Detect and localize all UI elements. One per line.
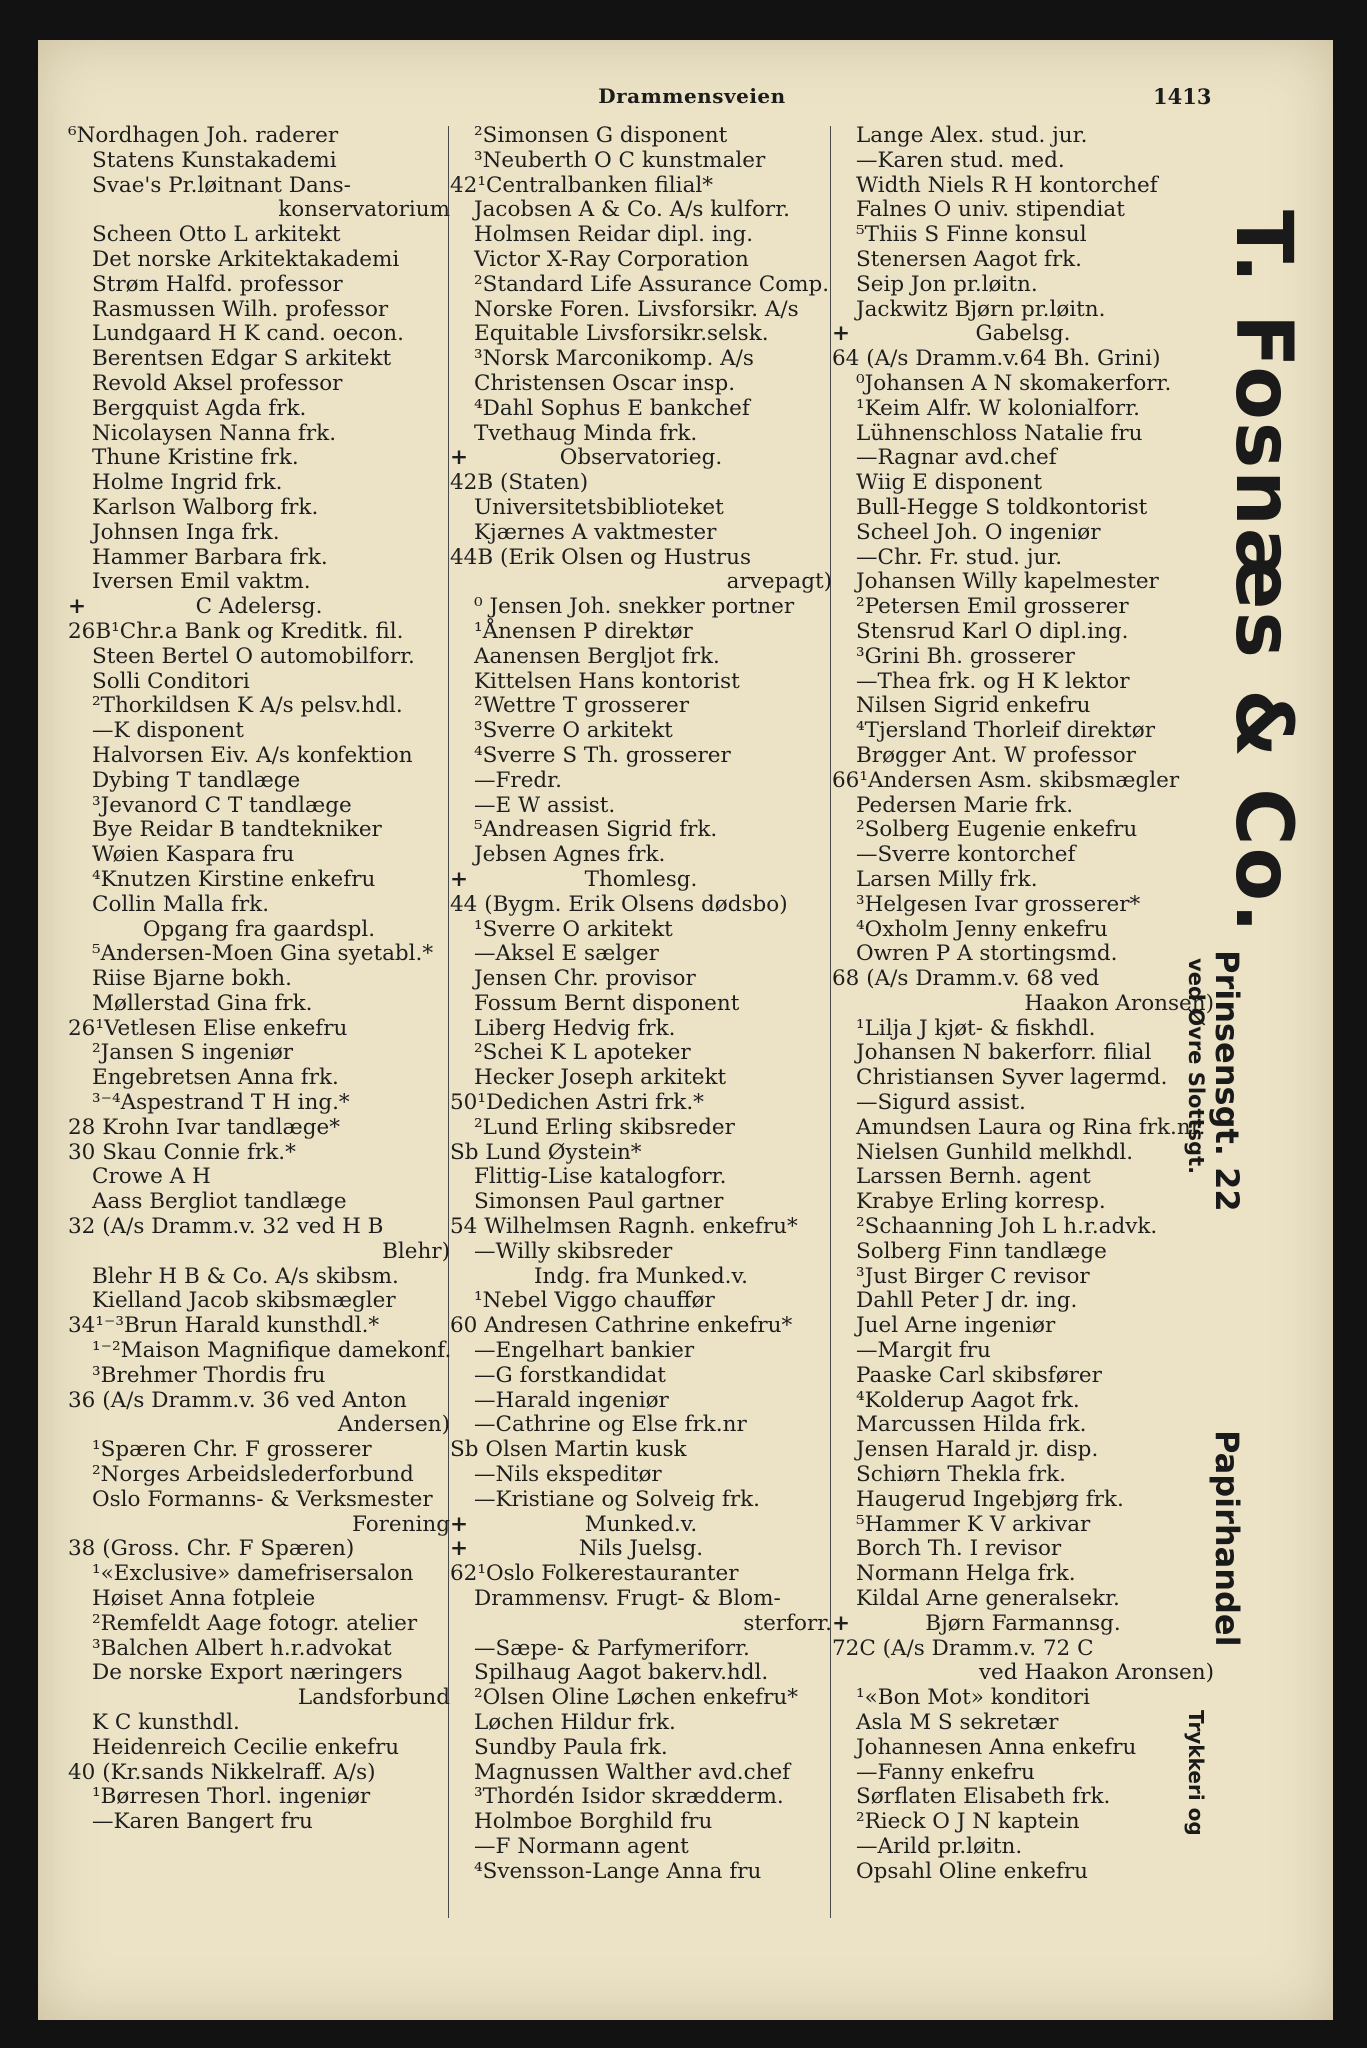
directory-entry: Holme Ingrid frk.	[92, 470, 283, 496]
cross-street-marker: +	[450, 445, 469, 471]
directory-entry: ²Solberg Eugenie enkefru	[856, 817, 1138, 843]
directory-entry: ²Jansen S ingeniør	[92, 1040, 294, 1066]
directory-entry: Wiig E disponent	[856, 470, 1043, 496]
directory-entry: ¹«Bon Mot» konditori	[856, 1685, 1090, 1711]
directory-entry: Juel Arne ingeniør	[856, 1313, 1056, 1339]
directory-entry: Svae's Pr.løitnant Dans-	[92, 172, 351, 198]
directory-entry: Amundsen Laura og Rina frk.nr.	[856, 1114, 1206, 1140]
cross-street-entry	[450, 868, 832, 893]
directory-entry: Jebsen Agnes frk.	[474, 842, 666, 868]
cross-street-entry	[832, 1612, 1214, 1637]
directory-entry: Stenersen Aagot frk.	[856, 246, 1083, 272]
directory-entry: Johansen N bakerforr. filial	[856, 1040, 1152, 1066]
directory-entry: ⁴Oxholm Jenny enkefru	[856, 916, 1108, 942]
directory-entry: —Karen Bangert fru	[92, 1809, 313, 1835]
directory-entry: Kildal Arne generalsekr.	[856, 1586, 1120, 1612]
cross-street-name: Munked.v.	[584, 1511, 698, 1537]
directory-entry: Fossum Bernt disponent	[474, 990, 740, 1016]
directory-entry: ³Sverre O arkitekt	[474, 718, 673, 744]
directory-entry: ved Haakon Aronsen)	[978, 1660, 1214, 1686]
cross-street-name: Observatorieg.	[559, 445, 723, 471]
directory-entry: 64 (A/s Dramm.v.64 Bh. Grini)	[832, 346, 1161, 372]
directory-entry: Jensen Harald jr. disp.	[856, 1437, 1099, 1463]
page-number: 1413	[1153, 84, 1212, 109]
directory-entry: —Sæpe- & Parfymeriforr.	[474, 1635, 750, 1661]
ad-business-detail	[1184, 1710, 1208, 1836]
cross-street-name: Gabelsg.	[975, 321, 1071, 347]
directory-entry: Indg. fra Munked.v.	[534, 1263, 748, 1289]
directory-entry: Sb Olsen Martin kusk	[450, 1437, 687, 1463]
directory-column-2	[450, 124, 832, 1924]
directory-entry: Dybing T tandlæge	[92, 767, 301, 793]
directory-entry: Kittelsen Hans kontorist	[474, 668, 740, 694]
ad-business-detail-1: Trykkeri og	[1184, 1710, 1208, 1836]
cross-street-entry	[832, 322, 1214, 347]
directory-entry: Johnsen Inga frk.	[92, 519, 280, 545]
directory-entry: —Engelhart bankier	[474, 1338, 695, 1364]
directory-entry: ³Brehmer Thordis fru	[92, 1362, 326, 1388]
directory-entry: Heidenreich Cecilie enkefru	[92, 1734, 400, 1760]
directory-entry: —Sigurd assist.	[856, 1090, 1026, 1116]
directory-entry: ⁵Andreasen Sigrid frk.	[474, 817, 718, 843]
directory-entry: ⁴Dahl Sophus E bankchef	[474, 395, 750, 421]
directory-entry: Holmboe Borghild fru	[474, 1809, 713, 1835]
directory-entry: Drammensv. Frugt- & Blom-	[474, 1586, 781, 1612]
ad-company-name: T. Fosnæs & Co.	[1218, 210, 1308, 935]
directory-entry: ²Petersen Emil grosserer	[856, 594, 1129, 620]
directory-entry: ³Jevanord C T tandlæge	[92, 792, 352, 818]
directory-entry: ²Simonsen G disponent	[474, 123, 728, 148]
directory-entry: De norske Export næringers	[92, 1660, 403, 1686]
directory-entry: ⁵Thiis S Finne konsul	[856, 222, 1087, 248]
directory-entry: 60 Andresen Cathrine enkefru*	[450, 1313, 793, 1339]
directory-entry: Larsen Milly frk.	[856, 866, 1038, 892]
directory-column-3	[832, 124, 1214, 1924]
directory-entry: ³Grini Bh. grosserer	[856, 643, 1075, 669]
directory-entry: —Aksel E sælger	[474, 941, 659, 967]
directory-entry: K C kunsthdl.	[92, 1710, 240, 1735]
directory-entry: Thune Kristine frk.	[92, 445, 299, 471]
directory-entry: —Thea frk. og H K lektor	[856, 668, 1130, 694]
cross-street-name: C Adelersg.	[195, 594, 323, 620]
directory-entry: ⁴Tjersland Thorleif direktør	[856, 718, 1156, 744]
directory-entry: Opsahl Oline enkefru	[856, 1858, 1088, 1884]
directory-entry: konservatorium	[278, 197, 450, 223]
directory-entry: —Arild pr.løitn.	[856, 1833, 1023, 1859]
ad-business: Papirhandel	[1208, 1430, 1246, 1647]
cross-street-marker: +	[450, 866, 469, 892]
directory-entry: 40 (Kr.sands Nikkelraff. A/s)	[68, 1759, 376, 1785]
directory-entry: —E W assist.	[474, 792, 616, 818]
directory-entry: Paaske Carl skibsfører	[856, 1362, 1102, 1388]
directory-entry: —Kristiane og Solveig frk.	[474, 1486, 761, 1512]
directory-entry: Jensen Chr. provisor	[474, 966, 696, 992]
directory-entry: Universitetsbiblioteket	[474, 494, 724, 520]
directory-entry: —Cathrine og Else frk.nr	[474, 1412, 747, 1438]
directory-entry: Scheen Otto L arkitekt	[92, 222, 341, 248]
directory-entry: 54 Wilhelmsen Ragnh. enkefru*	[450, 1214, 798, 1240]
directory-entry: ³⁻⁴Aspestrand T H ing.*	[92, 1090, 350, 1116]
directory-entry: Nielsen Gunhild melkhdl.	[856, 1139, 1134, 1165]
directory-entry: Krabye Erling korresp.	[856, 1189, 1106, 1215]
directory-entry: 44B (Erik Olsen og Hustrus	[450, 544, 751, 570]
directory-entry: ¹Ånensen P direktør	[474, 618, 693, 644]
directory-entry: Bergquist Agda frk.	[92, 395, 307, 421]
directory-entry: —Willy skibsreder	[474, 1238, 673, 1264]
ad-address-note: ved Øvre Slottsgt.	[1184, 958, 1208, 1175]
directory-entry: ¹Børresen Thorl. ingeniør	[92, 1784, 371, 1810]
directory-entry: ⁴Knutzen Kirstine enkefru	[92, 866, 376, 892]
directory-entry: Andersen)	[337, 1412, 450, 1438]
directory-entry: ⁴Kolderup Aagot frk.	[856, 1387, 1080, 1413]
directory-entry: Scheel Joh. O ingeniør	[856, 519, 1101, 545]
directory-entry: Aanensen Bergljot frk.	[474, 643, 720, 669]
directory-entry: ²Thorkildsen K A/s pelsv.hdl.	[92, 693, 403, 719]
directory-entry: Haugerud Ingebjørg frk.	[856, 1486, 1124, 1512]
directory-entry: —K disponent	[92, 718, 244, 744]
directory-entry: Simonsen Paul gartner	[474, 1189, 724, 1215]
directory-entry: ²Schaanning Joh L h.r.advk.	[856, 1214, 1158, 1240]
directory-entry: ³Thordén Isidor skrædderm.	[474, 1784, 784, 1810]
directory-entry: 36 (A/s Dramm.v. 36 ved Anton	[68, 1387, 407, 1413]
cross-street-marker: +	[68, 594, 87, 620]
directory-entry: Owren P A stortingsmd.	[856, 941, 1118, 967]
directory-entry: Falnes O univ. stipendiat	[856, 197, 1125, 223]
directory-entry: Norske Foren. Livsforsikr. A/s	[474, 296, 799, 322]
directory-entry: Jacobsen A & Co. A/s kulforr.	[474, 197, 790, 223]
directory-entry: ¹Lilja J kjøt- & fiskhdl.	[856, 1015, 1096, 1041]
directory-entry: 68 (A/s Dramm.v. 68 ved	[832, 966, 1100, 992]
directory-entry: ³Balchen Albert h.r.advokat	[92, 1635, 392, 1661]
page-title: Drammensveien	[598, 84, 786, 108]
directory-entry: 32 (A/s Dramm.v. 32 ved H B	[68, 1214, 384, 1240]
directory-entry: Schiørn Thekla frk.	[856, 1462, 1066, 1488]
directory-entry: ⁰Johansen A N skomakerforr.	[856, 370, 1172, 396]
directory-entry: Lühnenschloss Natalie fru	[856, 420, 1143, 446]
directory-entry: arvepagt)	[726, 569, 832, 595]
directory-entry: Asla M S sekretær	[856, 1710, 1059, 1735]
directory-entry: Strøm Halfd. professor	[92, 271, 343, 297]
directory-entry: —Karen stud. med.	[856, 147, 1065, 173]
directory-entry: ³Just Birger C revisor	[856, 1263, 1090, 1289]
directory-entry: —Ragnar avd.chef	[856, 445, 1057, 471]
directory-entry: 62¹Oslo Folkerestauranter	[450, 1561, 739, 1587]
directory-entry: Hecker Joseph arkitekt	[474, 1065, 727, 1091]
directory-entry: —G forstkandidat	[474, 1362, 666, 1388]
cross-street-name: Bjørn Farmannsg.	[925, 1610, 1121, 1636]
directory-entry: ²Remfeldt Aage fotogr. atelier	[92, 1610, 418, 1636]
directory-entry: ¹Spæren Chr. F grosserer	[92, 1437, 372, 1463]
directory-entry: —Sverre kontorchef	[856, 842, 1076, 868]
directory-entry: Marcussen Hilda frk.	[856, 1412, 1087, 1438]
cross-street-name: Thomlesg.	[584, 866, 698, 892]
directory-entry: 50¹Dedichen Astri frk.*	[450, 1090, 704, 1116]
directory-entry: Det norske Arkitektakademi	[92, 246, 400, 272]
directory-entry: Holmsen Reidar dipl. ing.	[474, 222, 754, 248]
directory-entry: Equitable Livsforsikr.selsk.	[474, 321, 769, 347]
directory-entry: Magnussen Walther avd.chef	[474, 1759, 791, 1785]
directory-entry: ⁶Nordhagen Joh. raderer	[68, 123, 339, 148]
directory-entry: Nilsen Sigrid enkefru	[856, 693, 1091, 719]
directory-entry: Width Niels R H kontorchef	[856, 172, 1158, 198]
cross-street-entry	[450, 1513, 832, 1538]
directory-entry: 34¹⁻³Brun Harald kunsthdl.*	[68, 1313, 380, 1339]
directory-entry: Liberg Hedvig frk.	[474, 1015, 676, 1041]
directory-entry: ⁴Sverre S Th. grosserer	[474, 742, 731, 768]
directory-entry: Stensrud Karl O dipl.ing.	[856, 618, 1129, 644]
directory-entry: Høiset Anna fotpleie	[92, 1586, 316, 1612]
directory-entry: ³Norsk Marconikomp. A/s	[474, 346, 754, 372]
cross-street-entry	[450, 1537, 832, 1562]
directory-entry: Christiansen Syver lagermd.	[856, 1065, 1168, 1091]
directory-entry: Landsforbund	[297, 1685, 450, 1711]
directory-entry: ¹Nebel Viggo chauffør	[474, 1288, 715, 1314]
directory-entry: ²Standard Life Assurance Comp.	[474, 271, 830, 297]
directory-entry: 28 Krohn Ivar tandlæge*	[68, 1114, 340, 1140]
directory-entry: 42¹Centralbanken filial*	[450, 172, 714, 198]
directory-entry: —Margit fru	[856, 1338, 991, 1364]
directory-entry: Tvethaug Minda frk.	[474, 420, 698, 446]
cross-street-entry	[68, 595, 450, 620]
directory-entry: Brøgger Ant. W professor	[856, 742, 1136, 768]
directory-entry: 72C (A/s Dramm.v. 72 C	[832, 1635, 1094, 1661]
directory-entry: ¹Sverre O arkitekt	[474, 916, 673, 942]
cross-street-marker: +	[450, 1536, 469, 1562]
directory-entry: ⁴Svensson-Lange Anna fru	[474, 1858, 762, 1884]
directory-entry: ²Olsen Oline Løchen enkefru*	[474, 1685, 799, 1711]
directory-entry: —Fredr.	[474, 767, 562, 793]
cross-street-marker: +	[832, 1610, 851, 1636]
directory-entry: Sørflaten Elisabeth frk.	[856, 1784, 1111, 1810]
directory-entry: ⁵Hammer K V arkivar	[856, 1511, 1091, 1537]
directory-entry: —Fanny enkefru	[856, 1759, 1035, 1785]
directory-entry: 66¹Andersen Asm. skibsmægler	[832, 767, 1180, 793]
directory-entry: 38 (Gross. Chr. F Spæren)	[68, 1536, 355, 1562]
directory-entry: —Harald ingeniør	[474, 1387, 669, 1413]
directory-entry: Riise Bjarne bokh.	[92, 966, 292, 992]
directory-entry: ²Lund Erling skibsreder	[474, 1114, 735, 1140]
directory-entry: Pedersen Marie frk.	[856, 792, 1074, 818]
directory-entry: 42B (Staten)	[450, 470, 589, 496]
directory-column-1	[68, 124, 450, 1924]
directory-entry: Sb Lund Øystein*	[450, 1139, 642, 1165]
cross-street-marker: +	[450, 1511, 469, 1537]
directory-entry: Jackwitz Bjørn pr.løitn.	[856, 296, 1106, 322]
ad-address: Prinsensgt. 22	[1208, 950, 1246, 1212]
directory-entry: ¹Keim Alfr. W kolonialforr.	[856, 395, 1140, 421]
directory-entry: Borch Th. I revisor	[856, 1536, 1062, 1562]
directory-entry: Blehr H B & Co. A/s skibsm.	[92, 1263, 399, 1289]
cross-street-marker: +	[832, 321, 851, 347]
directory-entry: Rasmussen Wilh. professor	[92, 296, 389, 322]
directory-entry: Sundby Paula frk.	[474, 1734, 668, 1760]
directory-entry: Dahll Peter J dr. ing.	[856, 1288, 1078, 1314]
side-advertisement	[1184, 210, 1328, 1910]
directory-entry: 30 Skau Connie frk.*	[68, 1139, 296, 1165]
directory-entry: Løchen Hildur frk.	[474, 1710, 676, 1735]
directory-entry: Collin Malla frk.	[92, 891, 270, 917]
cross-street-entry	[450, 446, 832, 471]
directory-entry: Bull-Hegge S toldkontorist	[856, 494, 1148, 520]
directory-entry: Christensen Oscar insp.	[474, 370, 736, 396]
directory-entry: Hammer Barbara frk.	[92, 544, 328, 570]
directory-entry: Spilhaug Aagot bakerv.hdl.	[474, 1660, 769, 1686]
directory-entry: Lundgaard H K cand. oecon.	[92, 321, 404, 347]
directory-entry: Johansen Willy kapelmester	[856, 569, 1159, 595]
directory-entry: Solberg Finn tandlæge	[856, 1238, 1107, 1264]
directory-entry: Iversen Emil vaktm.	[92, 569, 311, 595]
directory-entry: Victor X-Ray Corporation	[474, 246, 749, 272]
cross-street-name: Nils Juelsg.	[578, 1536, 704, 1562]
directory-entry: Steen Bertel O automobilforr.	[92, 643, 415, 669]
directory-page	[38, 40, 1333, 2020]
directory-entry: Solli Conditori	[92, 668, 250, 694]
directory-entry: Lange Alex. stud. jur.	[856, 123, 1088, 148]
directory-entry: ¹«Exclusive» damefrisersalon	[92, 1561, 414, 1587]
directory-entry: 26B¹Chr.a Bank og Kreditk. fil.	[68, 618, 404, 644]
directory-entry: ³Helgesen Ivar grosserer*	[856, 891, 1141, 917]
directory-entry: Kielland Jacob skibsmægler	[92, 1288, 396, 1314]
directory-entry: Kjærnes A vaktmester	[474, 519, 717, 545]
directory-entry: ³Neuberth O C kunstmaler	[474, 147, 766, 173]
directory-entry: Engebretsen Anna frk.	[92, 1065, 339, 1091]
directory-entry: Wøien Kaspara fru	[92, 842, 295, 868]
directory-entry: Haakon Aronsen)	[1024, 990, 1214, 1016]
directory-entry: Seip Jon pr.løitn.	[856, 271, 1038, 297]
directory-entry: 44 (Bygm. Erik Olsens dødsbo)	[450, 891, 788, 917]
directory-entry: Statens Kunstakademi	[92, 147, 337, 173]
directory-entry: Berentsen Edgar S arkitekt	[92, 346, 392, 372]
directory-entry: —Chr. Fr. stud. jur.	[856, 544, 1063, 570]
directory-entry: ⁵Andersen-Moen Gina syetabl.*	[92, 941, 434, 967]
directory-entry: ²Rieck O J N kaptein	[856, 1809, 1080, 1835]
directory-entry: Forening	[351, 1511, 450, 1537]
directory-entry: Flittig-Lise katalogforr.	[474, 1164, 727, 1190]
directory-entry: Oslo Formanns- & Verksmester	[92, 1486, 433, 1512]
directory-entry: Karlson Walborg frk.	[92, 494, 319, 520]
directory-entry: Halvorsen Eiv. A/s konfektion	[92, 742, 413, 768]
directory-entry: ²Wettre T grosserer	[474, 693, 690, 719]
directory-entry: ²Norges Arbeidslederforbund	[92, 1462, 414, 1488]
directory-entry: Bye Reidar B tandtekniker	[92, 817, 382, 843]
directory-entry: —F Normann agent	[474, 1833, 689, 1859]
directory-entry: ⁰ Jensen Joh. snekker portner	[474, 594, 795, 620]
directory-entry: Larssen Bernh. agent	[856, 1164, 1091, 1190]
directory-entry: Nicolaysen Nanna frk.	[92, 420, 337, 446]
directory-entry: ²Schei K L apoteker	[474, 1040, 691, 1066]
directory-entry: 26¹Vetlesen Elise enkefru	[68, 1015, 348, 1041]
directory-entry: Crowe A H	[92, 1164, 211, 1190]
directory-entry: Aass Bergliot tandlæge	[92, 1189, 347, 1215]
directory-entry: ¹⁻²Maison Magnifique damekonf.	[92, 1338, 452, 1364]
directory-entry: Revold Aksel professor	[92, 370, 343, 396]
directory-entry: Møllerstad Gina frk.	[92, 990, 313, 1016]
directory-entry: Johannesen Anna enkefru	[856, 1734, 1137, 1760]
directory-entry: Blehr)	[382, 1238, 450, 1264]
directory-entry: Normann Helga frk.	[856, 1561, 1076, 1587]
directory-entry: sterforr.	[743, 1610, 832, 1636]
directory-entry: Opgang fra gaardspl.	[142, 916, 376, 942]
directory-entry: —Nils ekspeditør	[474, 1462, 662, 1488]
